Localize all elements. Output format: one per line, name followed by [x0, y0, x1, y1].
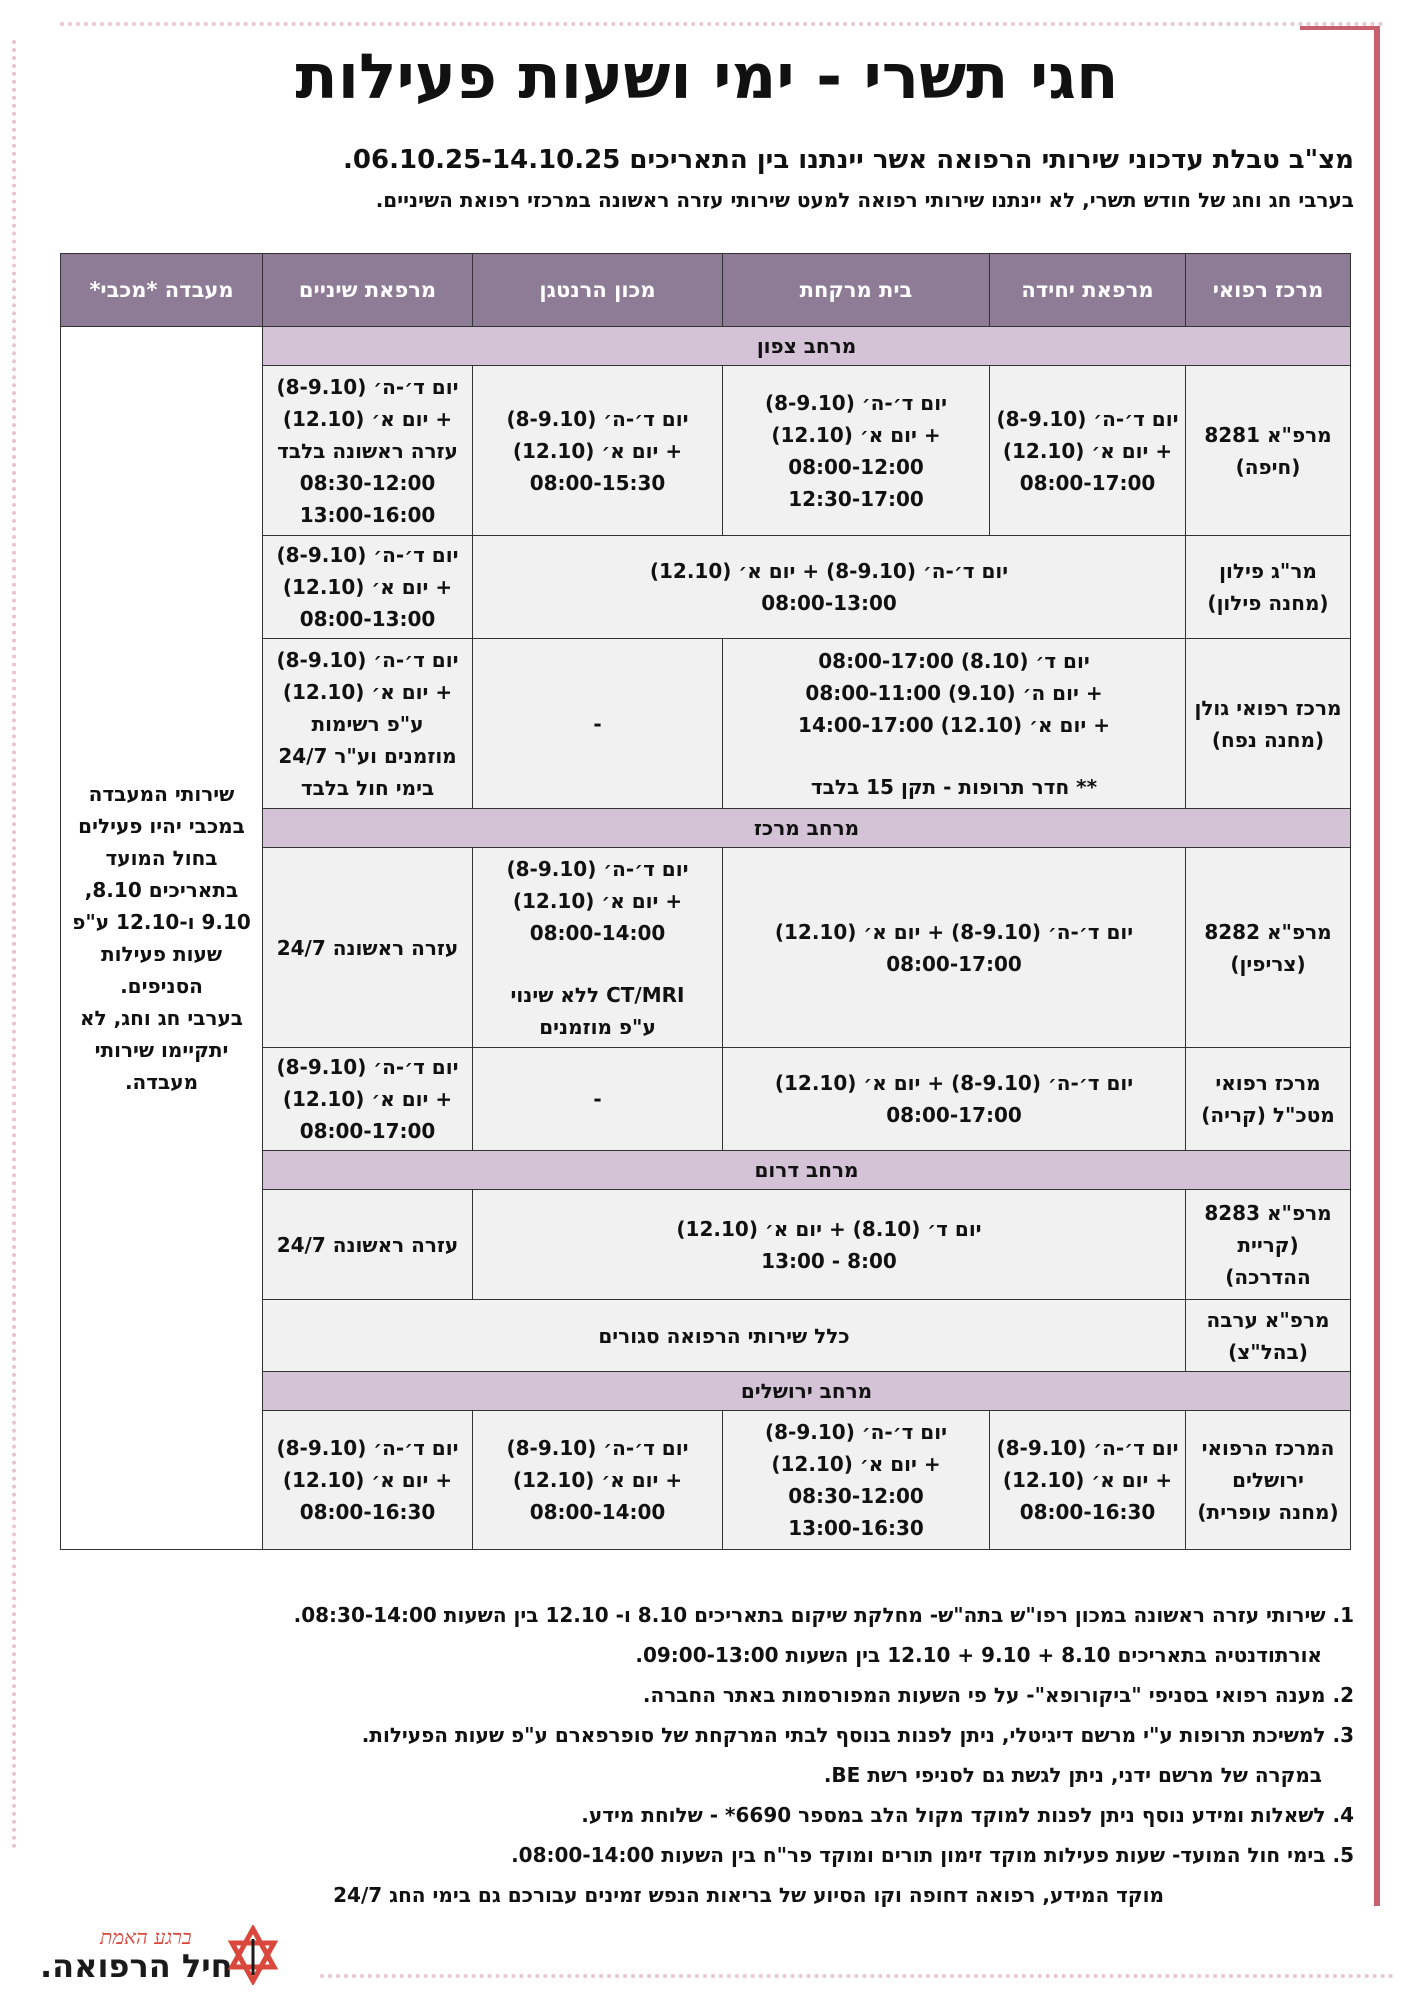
- region-south: מרחב דרום: [263, 1151, 1351, 1190]
- merged-hours: יום ד׳-ה׳ (8-9.10) + יום א׳ (12.10) 08:00-17:00: [723, 1048, 1186, 1151]
- merged-hours: יום ד׳ (8.10) 08:00-17:00 + יום ה׳ (9.10) 08:00-11:00 + יום א׳ (12.10) 14:00-17:00 ** חדר תרופות - תקן 15 בלבד: [723, 639, 1186, 809]
- center-name: מרכז רפואי מטכ"ל (קריה): [1186, 1048, 1351, 1151]
- decorative-dotted-border-left: [12, 40, 16, 1850]
- holiday-note: בערבי חג וחג של חודש תשרי, לא יינתנו שירותי רפואה למעט שירותי עזרה ראשונה במרכזי רפואת השיניים.: [375, 188, 1354, 212]
- footnotes-list: [80, 1595, 1354, 1915]
- pharmacy-hours: יום ד׳-ה׳ (8-9.10) + יום א׳ (12.10) 08:30-12:00 13:00-16:30: [723, 1411, 990, 1550]
- footnote-5b: מוקד המידע, רפואה דחופה וקו הסיוע של בריאות הנפש זמינים עבורכם גם בימי החג 24/7: [333, 1883, 1164, 1907]
- merged-hours: יום ד׳ (8.10) + יום א׳ (12.10) 8:00 - 13:00: [473, 1190, 1186, 1300]
- header-xray: מכון הרנטגן: [473, 254, 723, 327]
- header-center: מרכז רפואי: [1186, 254, 1351, 327]
- star-of-david-icon: [226, 1925, 280, 1985]
- header-pharmacy: בית מרקחת: [723, 254, 990, 327]
- xray-hours: יום ד׳-ה׳ (8-9.10) + יום א׳ (12.10) 08:00-15:30: [473, 366, 723, 536]
- footnote-5: 5. בימי חול המועד- שעות פעילות מוקד זימון תורים ומוקד פר"ח בין השעות 08:00-14:00.: [511, 1843, 1354, 1867]
- logo-tagline: ברגע האמת: [100, 1925, 192, 1949]
- xray-hours: יום ד׳-ה׳ (8-9.10) + יום א׳ (12.10) 08:00-14:00 CT/MRI ללא שינוי ע"פ מוזמנים: [473, 848, 723, 1048]
- dental-hours: עזרה ראשונה 24/7: [263, 1190, 473, 1300]
- center-name: מר"ג פילון (מחנה פילון): [1186, 536, 1351, 639]
- merged-hours: יום ד׳-ה׳ (8-9.10) + יום א׳ (12.10) 08:00-17:00: [723, 848, 1186, 1048]
- region-jerusalem: מרחב ירושלים: [263, 1372, 1351, 1411]
- page-subtitle: מצ"ב טבלת עדכוני שירותי הרפואה אשר יינתנו בין התאריכים 06.10.25-14.10.25.: [343, 145, 1354, 175]
- clinic-hours: יום ד׳-ה׳ (8-9.10) + יום א׳ (12.10) 08:00-17:00: [990, 366, 1186, 536]
- center-name: מרפ"א ערבה (בהל"צ): [1186, 1300, 1351, 1372]
- region-row: [61, 327, 1351, 366]
- merged-hours: כלל שירותי הרפואה סגורים: [263, 1300, 1186, 1372]
- merged-hours: יום ד׳-ה׳ (8-9.10) + יום א׳ (12.10) 08:00-13:00: [473, 536, 1186, 639]
- footnote-3: 3. למשיכת תרופות ע"י מרשם דיגיטלי, ניתן לפנות בנוסף לבתי המרקחת של סופרפארם ע"פ שעות הפעילות.: [361, 1723, 1354, 1747]
- xray-hours: -: [473, 1048, 723, 1151]
- xray-hours: -: [473, 639, 723, 809]
- header-lab: מעבדה *מכבי*: [61, 254, 263, 327]
- footnote-1b: אורתודנטיה בתאריכים 8.10 + 9.10 + 12.10 בין השעות 09:00-13:00.: [635, 1643, 1322, 1667]
- clinic-hours: יום ד׳-ה׳ (8-9.10) + יום א׳ (12.10) 08:00-16:30: [990, 1411, 1186, 1550]
- header-clinic: מרפאת יחידה: [990, 254, 1186, 327]
- dental-hours: יום ד׳-ה׳ (8-9.10) + יום א׳ (12.10) 08:00-13:00: [263, 536, 473, 639]
- dental-hours: עזרה ראשונה 24/7: [263, 848, 473, 1048]
- region-center: מרחב מרכז: [263, 809, 1351, 848]
- region-north: מרחב צפון: [263, 327, 1351, 366]
- logo-name: חיל הרפואה.: [40, 1947, 233, 1985]
- center-name: מרפ"א 8283 (קריית ההדרכה): [1186, 1190, 1351, 1300]
- pharmacy-note: ** חדר תרופות - תקן 15 בלבד: [810, 774, 1098, 799]
- dental-hours: יום ד׳-ה׳ (8-9.10) + יום א׳ (12.10) ע"פ רשימות מוזמנים וע"ר 24/7 בימי חול בלבד: [263, 639, 473, 809]
- dental-hours: יום ד׳-ה׳ (8-9.10) + יום א׳ (12.10) 08:00-17:00: [263, 1048, 473, 1151]
- dental-hours: יום ד׳-ה׳ (8-9.10) + יום א׳ (12.10) עזרה ראשונה בלבד 08:30-12:00 13:00-16:00: [263, 366, 473, 536]
- page-title: חגי תשרי - ימי ושעות פעילות: [295, 40, 1119, 113]
- lab-cell: שירותי המעבדה במכבי יהיו פעילים בחול המועד בתאריכים 8.10, 9.10 ו-12.10 ע"פ שעות פעילות הסניפים. בערבי חג וחג, לא יתקיימו שירותי מעבדה.: [61, 327, 263, 1550]
- table-header-row: [61, 254, 1351, 327]
- decorative-frame-top: [1300, 26, 1380, 30]
- footnote-2: 2. מענה רפואי בסניפי "ביקורופא"- על פי השעות המפורסמות באתר החברה.: [642, 1683, 1354, 1707]
- center-name: מרפ"א 8281 (חיפה): [1186, 366, 1351, 536]
- xray-hours: יום ד׳-ה׳ (8-9.10) + יום א׳ (12.10) 08:00-14:00: [473, 1411, 723, 1550]
- decorative-dotted-border-bottom: [320, 1974, 1394, 1978]
- schedule-table: [60, 253, 1351, 1550]
- dental-hours: יום ד׳-ה׳ (8-9.10) + יום א׳ (12.10) 08:00-16:30: [263, 1411, 473, 1550]
- decorative-frame-right: [1374, 26, 1380, 1906]
- footnote-4: 4. לשאלות ומידע נוסף ניתן לפנות למוקד מקול הלב במספר 6690* - שלוחת מידע.: [581, 1803, 1354, 1827]
- pharmacy-hours: יום ד׳-ה׳ (8-9.10) + יום א׳ (12.10) 08:00-12:00 12:30-17:00: [723, 366, 990, 536]
- footnote-1: 1. שירותי עזרה ראשונה במכון רפו"ש בתה"ש- מחלקת שיקום בתאריכים 8.10 ו- 12.10 בין השעות 08:30-14:00.: [293, 1603, 1354, 1627]
- center-name: מרפ"א 8282 (צריפין): [1186, 848, 1351, 1048]
- footnote-3b: במקרה של מרשם ידני, ניתן לגשת גם לסניפי רשת BE.: [823, 1763, 1322, 1787]
- center-name: המרכז הרפואי ירושלים (מחנה עופרית): [1186, 1411, 1351, 1550]
- medical-corps-logo: [40, 1925, 280, 1985]
- header-dental: מרפאת שיניים: [263, 254, 473, 327]
- decorative-dotted-border-top: [60, 22, 1384, 26]
- center-name: מרכז רפואי גולן (מחנה נפח): [1186, 639, 1351, 809]
